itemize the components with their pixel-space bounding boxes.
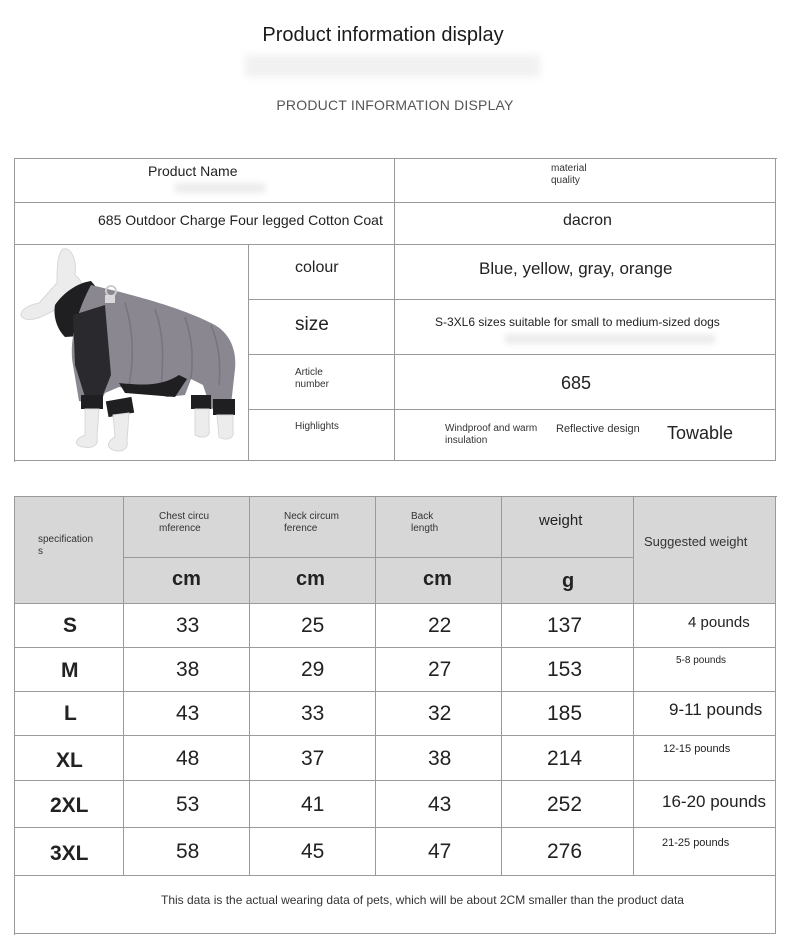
highlight-reflective: Reflective design <box>556 423 640 435</box>
table-row-xl-size <box>15 736 124 781</box>
chest-cell: 33 <box>176 614 200 637</box>
table-row-m-neck <box>250 648 376 692</box>
table-row-s-back <box>376 604 502 648</box>
size-cell: 3XL <box>50 842 89 865</box>
table-row-xl-back <box>376 736 502 781</box>
back-header: Back length <box>411 511 439 534</box>
suggested-weight-header-cell <box>634 497 776 604</box>
suggested-cell: 9-11 pounds <box>669 700 763 719</box>
highlights-label-cell <box>249 410 395 461</box>
size-cell: 2XL <box>50 794 89 817</box>
neck-cell: 45 <box>301 840 325 863</box>
colour-value-cell <box>395 245 776 300</box>
product-info-table <box>14 158 777 462</box>
weight-cell: 137 <box>547 614 583 637</box>
table-row-xl-weight <box>502 736 634 781</box>
product-image-cell <box>15 245 249 461</box>
chest-cell: 43 <box>176 702 200 725</box>
product-name-label: Product Name <box>148 163 238 179</box>
suggested-cell: 21-25 pounds <box>662 837 730 849</box>
material-label: material quality <box>551 163 587 186</box>
colour-label: colour <box>295 259 339 276</box>
size-chart-table <box>14 496 777 935</box>
dog-coat-image <box>15 245 247 459</box>
suggested-cell: 12-15 pounds <box>663 743 731 755</box>
neck-cell: 25 <box>301 614 325 637</box>
back-header-cell <box>376 497 502 558</box>
chest-cell: 53 <box>176 793 200 816</box>
table-row-2xl-neck <box>250 781 376 828</box>
chest-cell: 38 <box>176 658 200 681</box>
table-row-s-weight <box>502 604 634 648</box>
article-label-cell <box>249 355 395 410</box>
article-value: 685 <box>561 373 592 393</box>
neck-cell: 41 <box>301 793 325 816</box>
table-row-s-neck <box>250 604 376 648</box>
material-value-cell <box>395 203 776 245</box>
neck-header-cell <box>250 497 376 558</box>
table-row-l-chest <box>124 692 250 736</box>
suggested-cell: 16-20 pounds <box>662 792 766 811</box>
spec-header: specifications <box>38 534 94 557</box>
size-label-cell <box>249 300 395 355</box>
chest-cell: 48 <box>176 747 200 770</box>
size-value-cell <box>395 300 776 355</box>
table-row-xl-neck <box>250 736 376 781</box>
chest-header-cell <box>124 497 250 558</box>
neck-header: Neck circumference <box>284 511 340 534</box>
table-row-3xl-neck <box>250 828 376 876</box>
chest-unit-cell <box>124 558 250 604</box>
table-row-l-size <box>15 692 124 736</box>
table-row-m-suggested <box>634 648 776 692</box>
ghost-text-decoration <box>505 334 715 344</box>
page-subtitle: PRODUCT INFORMATION DISPLAY <box>276 97 514 113</box>
table-row-2xl-back <box>376 781 502 828</box>
weight-header: weight <box>539 512 583 529</box>
ghost-text-decoration <box>175 183 265 193</box>
neck-cell: 29 <box>301 658 325 681</box>
product-name-value: 685 Outdoor Charge Four legged Cotton Coat <box>98 212 383 228</box>
suggested-cell: 5-8 pounds <box>676 655 727 666</box>
size-value: S-3XL6 sizes suitable for small to medium-sized dogs <box>435 315 720 329</box>
page-title: Product information display <box>262 24 504 46</box>
size-cell: L <box>64 702 77 725</box>
back-unit: cm <box>423 568 452 590</box>
table-row-l-suggested <box>634 692 776 736</box>
table-row-3xl-size <box>15 828 124 876</box>
highlight-towable: Towable <box>667 423 734 443</box>
table-row-m-chest <box>124 648 250 692</box>
material-header-cell <box>395 159 776 203</box>
table-row-l-back <box>376 692 502 736</box>
table-row-3xl-back <box>376 828 502 876</box>
table-row-s-size <box>15 604 124 648</box>
table-row-l-neck <box>250 692 376 736</box>
weight-cell: 276 <box>547 840 583 863</box>
table-row-2xl-chest <box>124 781 250 828</box>
chest-header: Chest circumference <box>159 511 210 534</box>
back-cell: 27 <box>428 658 452 681</box>
material-value: dacron <box>563 212 612 229</box>
table-row-xl-suggested <box>634 736 776 781</box>
weight-unit: g <box>562 570 575 592</box>
table-row-s-chest <box>124 604 250 648</box>
chest-unit: cm <box>172 568 201 590</box>
back-unit-cell <box>376 558 502 604</box>
table-row-2xl-suggested <box>634 781 776 828</box>
table-row-xl-chest <box>124 736 250 781</box>
weight-cell: 252 <box>547 793 583 816</box>
back-cell: 47 <box>428 840 452 863</box>
weight-header-cell <box>502 497 634 558</box>
highlights-label: Highlights <box>295 421 339 432</box>
colour-label-cell <box>249 245 395 300</box>
size-label: size <box>295 314 329 335</box>
neck-cell: 37 <box>301 747 325 770</box>
table-row-m-weight <box>502 648 634 692</box>
back-cell: 43 <box>428 793 452 816</box>
table-row-m-size <box>15 648 124 692</box>
weight-unit-cell <box>502 558 634 604</box>
weight-cell: 214 <box>547 747 583 770</box>
title-shadow-decoration <box>245 55 540 77</box>
spec-header-cell <box>15 497 124 604</box>
table-row-3xl-suggested <box>634 828 776 876</box>
neck-unit: cm <box>296 568 325 590</box>
highlight-warm: Windproof and warm insulation <box>445 423 538 446</box>
colour-value: Blue, yellow, gray, orange <box>479 259 673 278</box>
footnote-text: This data is the actual wearing data of pets, which will be about 2CM smaller than the product data <box>161 893 684 907</box>
article-label: Article number <box>295 367 329 390</box>
highlights-value-cell <box>395 410 776 461</box>
footnote-cell <box>15 876 776 934</box>
table-row-3xl-weight <box>502 828 634 876</box>
back-cell: 22 <box>428 614 452 637</box>
table-row-3xl-chest <box>124 828 250 876</box>
product-name-value-cell <box>15 203 395 245</box>
article-value-cell <box>395 355 776 410</box>
back-cell: 32 <box>428 702 452 725</box>
product-name-header-cell <box>15 159 395 203</box>
table-row-m-back <box>376 648 502 692</box>
table-row-2xl-weight <box>502 781 634 828</box>
neck-cell: 33 <box>301 702 325 725</box>
chest-cell: 58 <box>176 840 200 863</box>
neck-unit-cell <box>250 558 376 604</box>
suggested-cell: 4 pounds <box>688 614 750 631</box>
size-cell: S <box>63 614 78 637</box>
size-cell: M <box>61 659 79 682</box>
table-row-2xl-size <box>15 781 124 828</box>
back-cell: 38 <box>428 747 452 770</box>
weight-cell: 153 <box>547 658 583 681</box>
table-row-l-weight <box>502 692 634 736</box>
suggested-weight-header: Suggested weight <box>644 534 748 549</box>
size-cell: XL <box>56 749 83 772</box>
weight-cell: 185 <box>547 702 583 725</box>
table-row-s-suggested <box>634 604 776 648</box>
